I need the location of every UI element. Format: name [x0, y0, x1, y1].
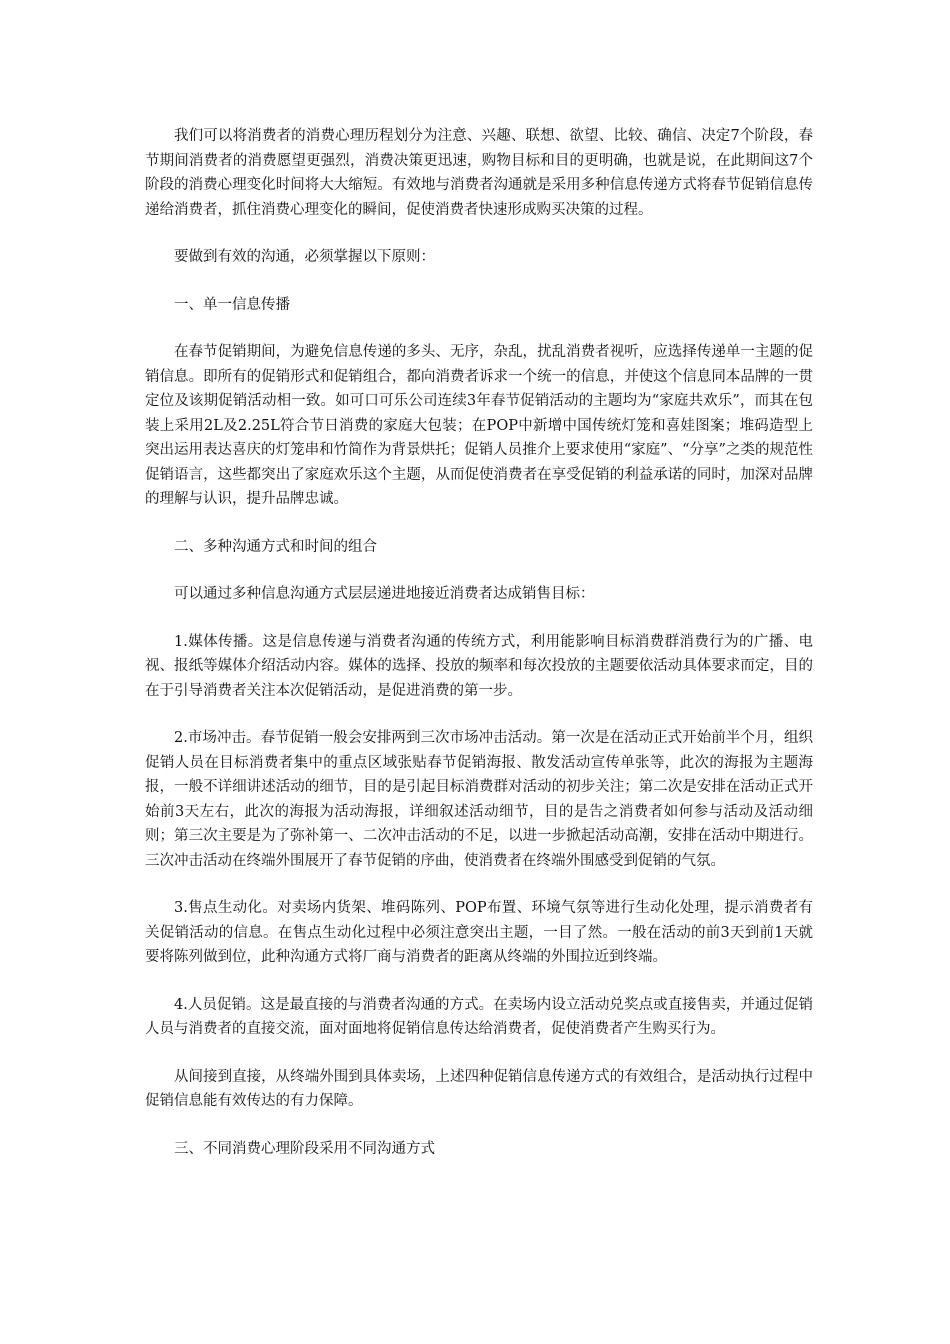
section-heading-1: 一、单一信息传播 [174, 296, 290, 313]
media-paragraph: 1.媒体传播。这是信息传递与消费者沟通的传统方式，利用能影响目标消费群消费行为的广播、电视、报纸等媒体介绍活动内容。媒体的选择、投放的频率和每次投放的主题要依活动具体要求而定，目的在于引导消费者关注本次促销活动，是促进消费的第一步。 [145, 633, 813, 699]
section-heading-2: 二、多种沟通方式和时间的组合 [174, 538, 377, 555]
single-message-paragraph: 在春节促销期间，为避免信息传递的多头、无序，杂乱，扰乱消费者视听，应选择传递单一主题的促销信息。即所有的促销形式和促销组合，都向消费者诉求一个统一的信息，并使这个信息同本品牌的一贯定位及该期促销活动相一致。如可口可乐公司连续3年春节促销活动的主题均为“家庭共欢乐”，而其在包装上采用2L及2.25L符合节日消费的家庭大包装；在POP中新增中国传统灯笼和喜娃图案；堆码造型上突出运用表达喜庆的灯笼串和竹简作为背景烘托；促销人员推介上要求使用“家庭”、“分享”之类的规范性促销语言，这些都突出了家庭欢乐这个主题，从而促使消费者在享受促销的利益承诺的同时，加深对品牌的理解与认识，提升品牌忠诚。 [145, 344, 813, 507]
personnel-paragraph: 4.人员促销。这是最直接的与消费者沟通的方式。在卖场内设立活动兑奖点或直接售卖，并通过促销人员与消费者的直接交流，面对面地将促销信息传达给消费者，促使消费者产生购买行为。 [145, 996, 813, 1037]
summary-paragraph: 从间接到直接，从终端外围到具体卖场，上述四种促销信息传递方式的有效组合，是活动执行过程中促销信息能有效传达的有力保障。 [145, 1068, 813, 1109]
document-body [145, 124, 813, 1184]
principles-lead-paragraph: 要做到有效的沟通，必须掌握以下原则： [174, 249, 435, 265]
section-heading-3: 三、不同消费心理阶段采用不同沟通方式 [174, 1140, 435, 1157]
intro-paragraph: 我们可以将消费者的消费心理历程划分为注意、兴趣、联想、欲望、比较、确信、决定7个阶段，春节期间消费者的消费愿望更强烈，消费决策更迅速，购物目标和目的更明确，也就是说，在此期间这7个阶段的消费心理变化时间将大大缩短。有效地与消费者沟通就是采用多种信息传递方式将春节促销信息传递给消费者，抓住消费心理变化的瞬间，促使消费者快速形成购买决策的过程。 [145, 128, 813, 218]
combination-lead-paragraph: 可以通过多种信息沟通方式层层递进地接近消费者达成销售目标： [174, 586, 595, 602]
market-impact-paragraph: 2.市场冲击。春节促销一般会安排两到三次市场冲击活动。第一次是在活动正式开始前半个月，组织促销人员在目标消费者集中的重点区域张贴春节促销海报、散发活动宣传单张等，此次的海报为主题海报，一般不详细讲述活动的细节，目的是引起目标消费群对活动的初步关注；第二次是安排在活动正式开始前3天左右，此次的海报为活动海报，详细叙述活动细节，目的是告之消费者如何参与活动及活动细则；第三次主要是为了弥补第一、二次冲击活动的不足，以进一步掀起活动高潮，安排在活动中期进行。三次冲击活动在终端外围展开了春节促销的序曲，使消费者在终端外围感受到促销的气氛。 [145, 730, 813, 869]
point-of-sale-paragraph: 3.售点生动化。对卖场内货架、堆码陈列、POP布置、环境气氛等进行生动化处理，提示消费者有关促销活动的信息。在售点生动化过程中必须注意突出主题，一目了然。一般在活动的前3天到前1天就要将陈列做到位，此种沟通方式将厂商与消费者的距离从终端的外围拉近到终端。 [145, 900, 813, 965]
